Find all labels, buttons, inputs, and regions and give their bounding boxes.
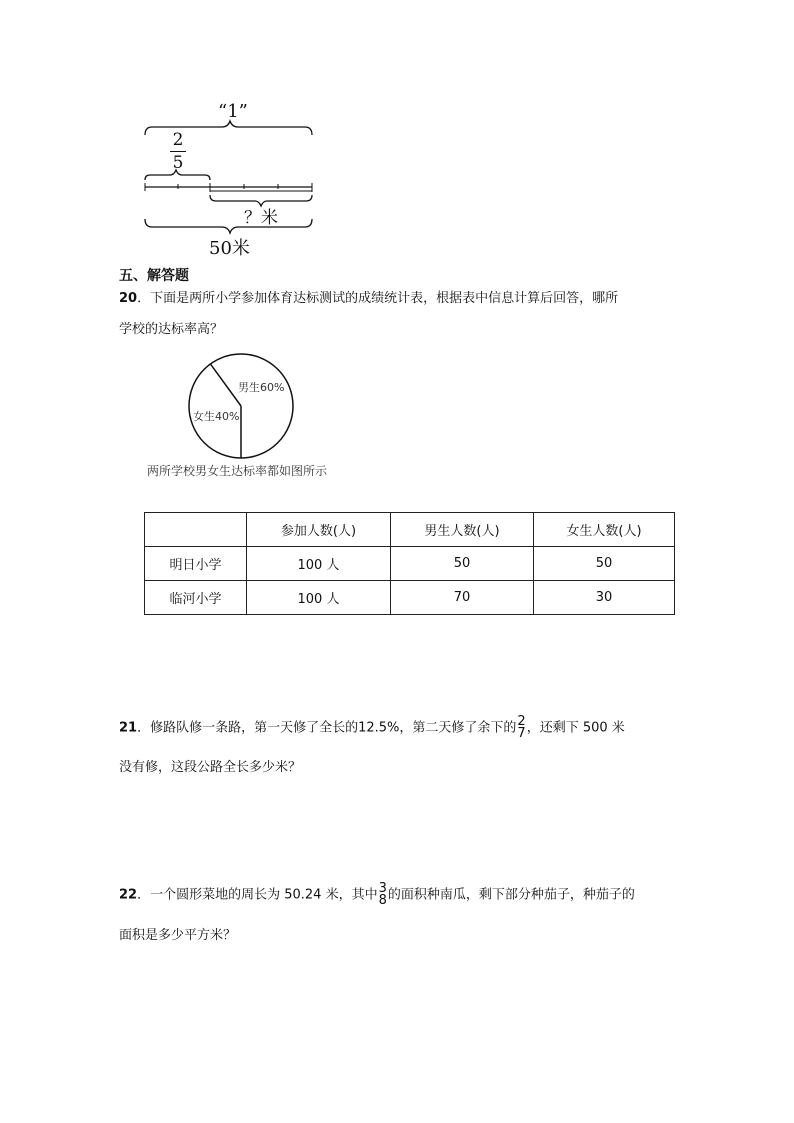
total-brace [145, 219, 312, 233]
table-header-cell [145, 513, 247, 547]
table-cell: 明日小学 [145, 547, 247, 581]
q22-text-a: ．一个圆形菜地的周长为 50.24 米，其中 [137, 887, 378, 903]
q21-line2: 没有修，这段公路全长多少米？ [119, 760, 302, 775]
q21-text-b: ，还剩下 500 米 [526, 720, 625, 736]
table-header-row [145, 513, 675, 547]
diagram-fraction-denominator: 5 [172, 153, 184, 173]
q22-line1 [119, 883, 635, 907]
q21-fraction-numerator: 2 [517, 714, 526, 729]
diagram-fraction-numerator: 2 [172, 130, 184, 150]
diagram-fraction [170, 130, 186, 173]
q21-fraction-denominator: 7 [517, 726, 526, 741]
table-cell: 50 [391, 547, 534, 581]
fraction-bar [170, 151, 186, 152]
whole-label: “1” [218, 101, 248, 122]
table-cell: 50 [534, 547, 675, 581]
q20-number: 20 [119, 291, 138, 306]
pie-male-label: 男生60% [238, 381, 285, 394]
stats-table [144, 512, 675, 615]
section-heading: 五、解答题 [119, 268, 189, 284]
table-cell: 100 人 [247, 581, 391, 615]
q20-line1 [119, 290, 618, 308]
pie-female-label: 女生40% [193, 410, 240, 423]
pie-caption: 两所学校男女生达标率都如图所示 [147, 464, 328, 478]
pie-divider-angled [210, 364, 241, 406]
table-cell: 100 人 [247, 547, 391, 581]
q22-fraction [379, 883, 387, 907]
q21-line1 [119, 716, 625, 740]
table-row [145, 547, 675, 581]
q22-fraction-denominator: 8 [378, 893, 387, 908]
q21-text-a: ．修路队修一条路，第一天修了全长的12.5%，第二天修了余下的 [137, 720, 517, 736]
q22-text-b: 的面积种南瓜，剩下部分种茄子，种茄子的 [387, 887, 635, 903]
q21-number: 21 [119, 720, 138, 736]
table-header-cell: 女生人数(人) [534, 513, 675, 547]
q22-number: 22 [119, 887, 138, 903]
q20-text-line1: ．下面是两所小学参加体育达标测试的成绩统计表，根据表中信息计算后回答，哪所 [137, 291, 619, 306]
q21-fraction [517, 716, 525, 740]
table-row [145, 581, 675, 615]
unknown-label: ？米 [244, 208, 278, 228]
q20-line2: 学校的达标率高？ [119, 322, 224, 337]
q22-line2: 面积是多少平方米？ [119, 928, 237, 943]
table-cell: 70 [391, 581, 534, 615]
table-header-cell: 参加人数(人) [247, 513, 391, 547]
total-label: 50米 [209, 238, 250, 259]
table-cell: 30 [534, 581, 675, 615]
table-cell: 临河小学 [145, 581, 247, 615]
q22-fraction-numerator: 3 [378, 881, 387, 896]
table-header-cell: 男生人数(人) [391, 513, 534, 547]
